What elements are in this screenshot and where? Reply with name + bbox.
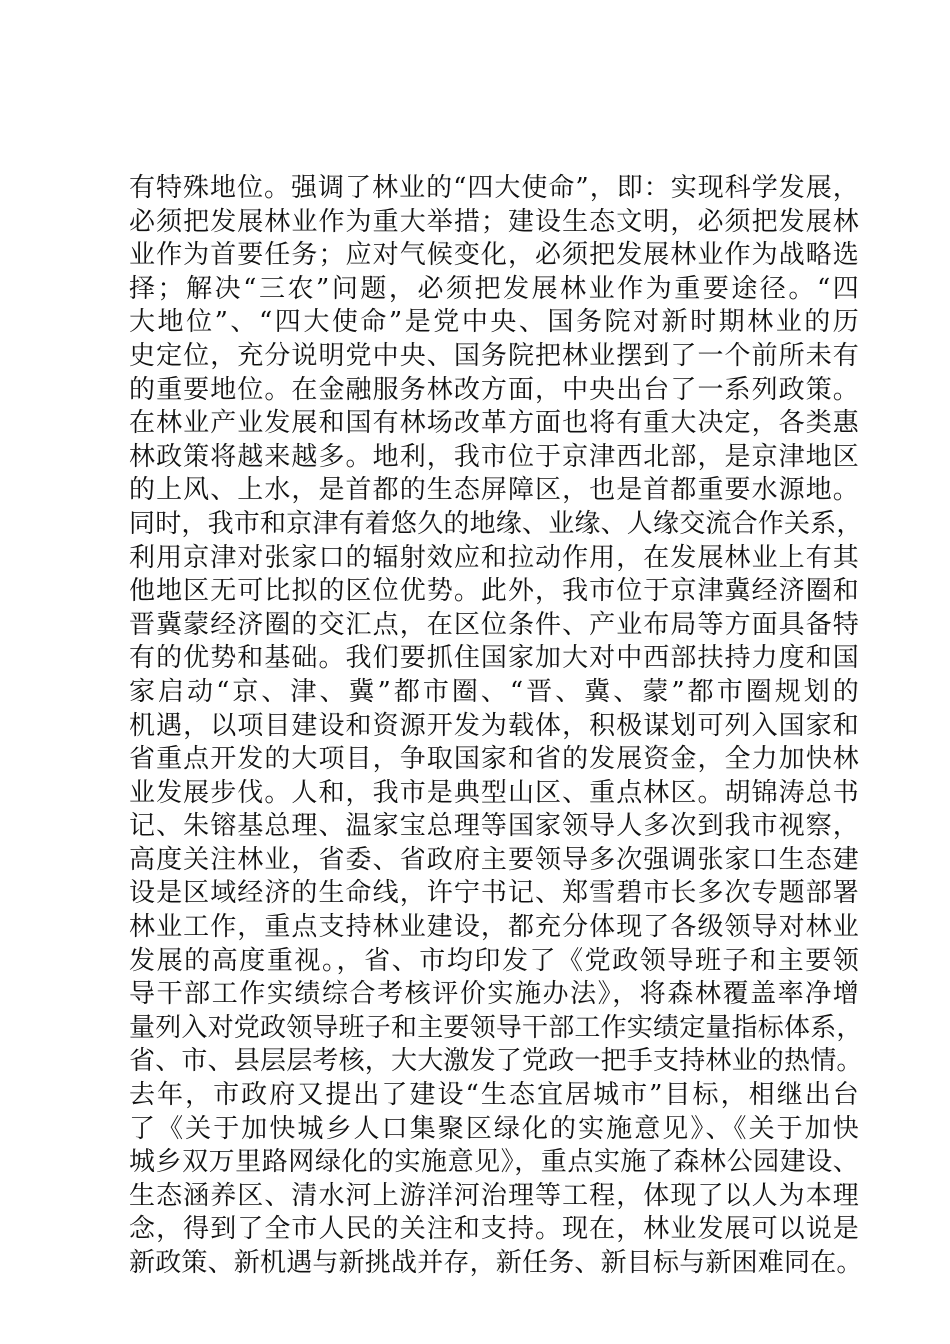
text-line-15: 有的优势和基础。我们要抓住国家加大对中西部扶持力度和国 bbox=[129, 643, 859, 674]
text-line-13: 他地区无可比拟的区位优势。此外，我市位于京津冀经济圈和 bbox=[129, 576, 859, 607]
text-line-24: 发展的高度重视。，省、市均印发了《党政领导班子和主要领 bbox=[129, 945, 859, 976]
text-line-5: 大地位”、“四大使命”是党中央、国务院对新时期林业的历 bbox=[129, 307, 859, 338]
text-line-7: 的重要地位。在金融服务林改方面，中央出台了一系列政策。 bbox=[129, 374, 859, 405]
text-line-29: 了《关于加快城乡人口集聚区绿化的实施意见》、《关于加快 bbox=[129, 1113, 859, 1144]
text-line-4: 择；解决“三农”问题，必须把发展林业作为重要途径。“四 bbox=[129, 273, 859, 304]
text-line-28: 去年，市政府又提出了建设“生态宜居城市”目标，相继出台 bbox=[129, 1080, 859, 1111]
text-line-33: 新政策、新机遇与新挑战并存，新任务、新目标与新困难同在。 bbox=[129, 1248, 863, 1278]
text-line-31: 生态涵养区、清水河上游洋河治理等工程，体现了以人为本理 bbox=[129, 1180, 859, 1211]
text-line-19: 业发展步伐。人和，我市是典型山区、重点林区。胡锦涛总书 bbox=[129, 777, 859, 808]
text-line-26: 量列入对党政领导班子和主要领导干部工作实绩定量指标体系， bbox=[129, 1012, 863, 1043]
text-line-20: 记、朱镕基总理、温家宝总理等国家领导人多次到我市视察， bbox=[129, 811, 859, 842]
text-line-25: 导干部工作实绩综合考核评价实施办法》，将森林覆盖率净增 bbox=[129, 979, 859, 1010]
text-line-22: 设是区域经济的生命线，许宁书记、郑雪碧市长多次专题部署 bbox=[129, 878, 859, 909]
body-paragraph bbox=[129, 172, 863, 1281]
text-line-21: 高度关注林业，省委、省政府主要领导多次强调张家口生态建 bbox=[129, 844, 859, 875]
text-line-6: 史定位，充分说明党中央、国务院把林业摆到了一个前所未有 bbox=[129, 340, 859, 371]
text-line-11: 同时，我市和京津有着悠久的地缘、业缘、人缘交流合作关系， bbox=[129, 508, 863, 539]
text-line-27: 省、市、县层层考核，大大激发了党政一把手支持林业的热情。 bbox=[129, 1046, 863, 1077]
text-line-1: 有特殊地位。强调了林业的“四大使命”，即：实现科学发展， bbox=[129, 173, 859, 203]
text-line-30: 城乡双万里路网绿化的实施意见》，重点实施了森林公园建设、 bbox=[129, 1147, 859, 1178]
text-line-9: 林政策将越来越多。地利，我市位于京津西北部，是京津地区 bbox=[129, 441, 859, 472]
text-line-18: 省重点开发的大项目，争取国家和省的发展资金，全力加快林 bbox=[129, 744, 859, 775]
text-line-12: 利用京津对张家口的辐射效应和拉动作用，在发展林业上有其 bbox=[129, 542, 859, 573]
text-line-17: 机遇，以项目建设和资源开发为载体，积极谋划可列入国家和 bbox=[129, 710, 859, 741]
text-line-3: 业作为首要任务；应对气候变化，必须把发展林业作为战略选 bbox=[129, 240, 859, 271]
text-line-8: 在林业产业发展和国有林场改革方面也将有重大决定，各类惠 bbox=[129, 408, 859, 439]
text-line-10: 的上风、上水，是首都的生态屏障区，也是首都重要水源地。 bbox=[129, 475, 859, 506]
text-line-16: 家启动“京、津、冀”都市圈、“晋、冀、蒙”都市圈规划的 bbox=[129, 676, 859, 707]
text-line-2: 必须把发展林业作为重大举措；建设生态文明，必须把发展林 bbox=[129, 206, 859, 237]
text-line-32: 念，得到了全市人民的关注和支持。现在，林业发展可以说是 bbox=[129, 1214, 859, 1245]
text-line-14: 晋冀蒙经济圈的交汇点，在区位条件、产业布局等方面具备特 bbox=[129, 609, 859, 640]
text-line-23: 林业工作，重点支持林业建设，都充分体现了各级领导对林业 bbox=[129, 912, 859, 943]
